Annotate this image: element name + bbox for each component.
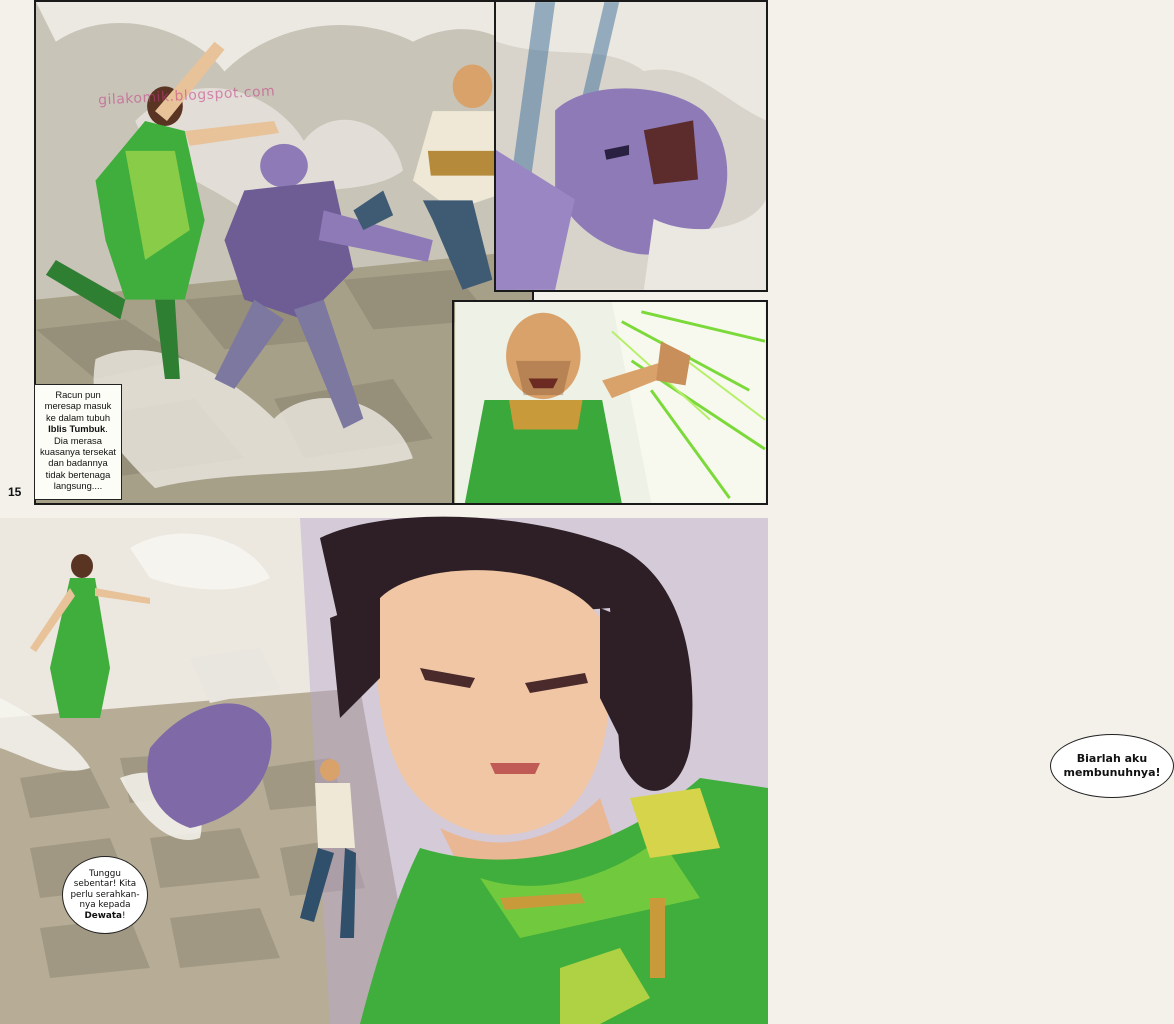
splash-art	[0, 518, 768, 1024]
caption-line5: Dia merasa	[54, 434, 102, 446]
speech-woman-line4: nya kepada	[79, 900, 131, 911]
page-number: 15	[8, 485, 22, 499]
panel-monk	[452, 300, 1161, 779]
speech-woman-line2: sebentar! Kita	[73, 879, 137, 890]
speech-balloon-monk	[1050, 734, 1174, 798]
speech-woman-name: Dewata	[84, 910, 122, 921]
caption-line7: dan badannya	[48, 457, 108, 469]
caption-line9: langsung....	[53, 480, 103, 492]
speech-woman-line3: perlu serahkan-	[70, 889, 140, 900]
poisoned-face-art	[496, 2, 766, 290]
caption-line1: Racun pun	[55, 389, 101, 400]
caption-line3: ke dalam tubuh	[45, 411, 111, 423]
caption-line8: tidak bertenaga	[45, 468, 111, 480]
panel-poisoned-face	[494, 0, 768, 292]
panel-splash	[0, 518, 768, 1024]
narration-caption	[34, 384, 122, 500]
caption-period: .	[105, 423, 108, 435]
speech-monk-line2: membunuhnya!	[1063, 766, 1161, 779]
watermark-text: gilakomik.blogspot.com	[97, 83, 276, 109]
monk-energy-art	[454, 302, 766, 503]
caption-name: Iblis Tumbuk	[48, 423, 106, 435]
speech-monk-line1: Biarlah aku	[1076, 752, 1148, 765]
speech-woman-line1: Tunggu	[89, 868, 121, 879]
caption-line6: kuasanya tersekat	[39, 446, 117, 458]
speech-balloon-woman	[62, 856, 148, 934]
caption-line2: meresap masuk	[44, 400, 112, 412]
speech-woman-end: !	[121, 910, 126, 921]
